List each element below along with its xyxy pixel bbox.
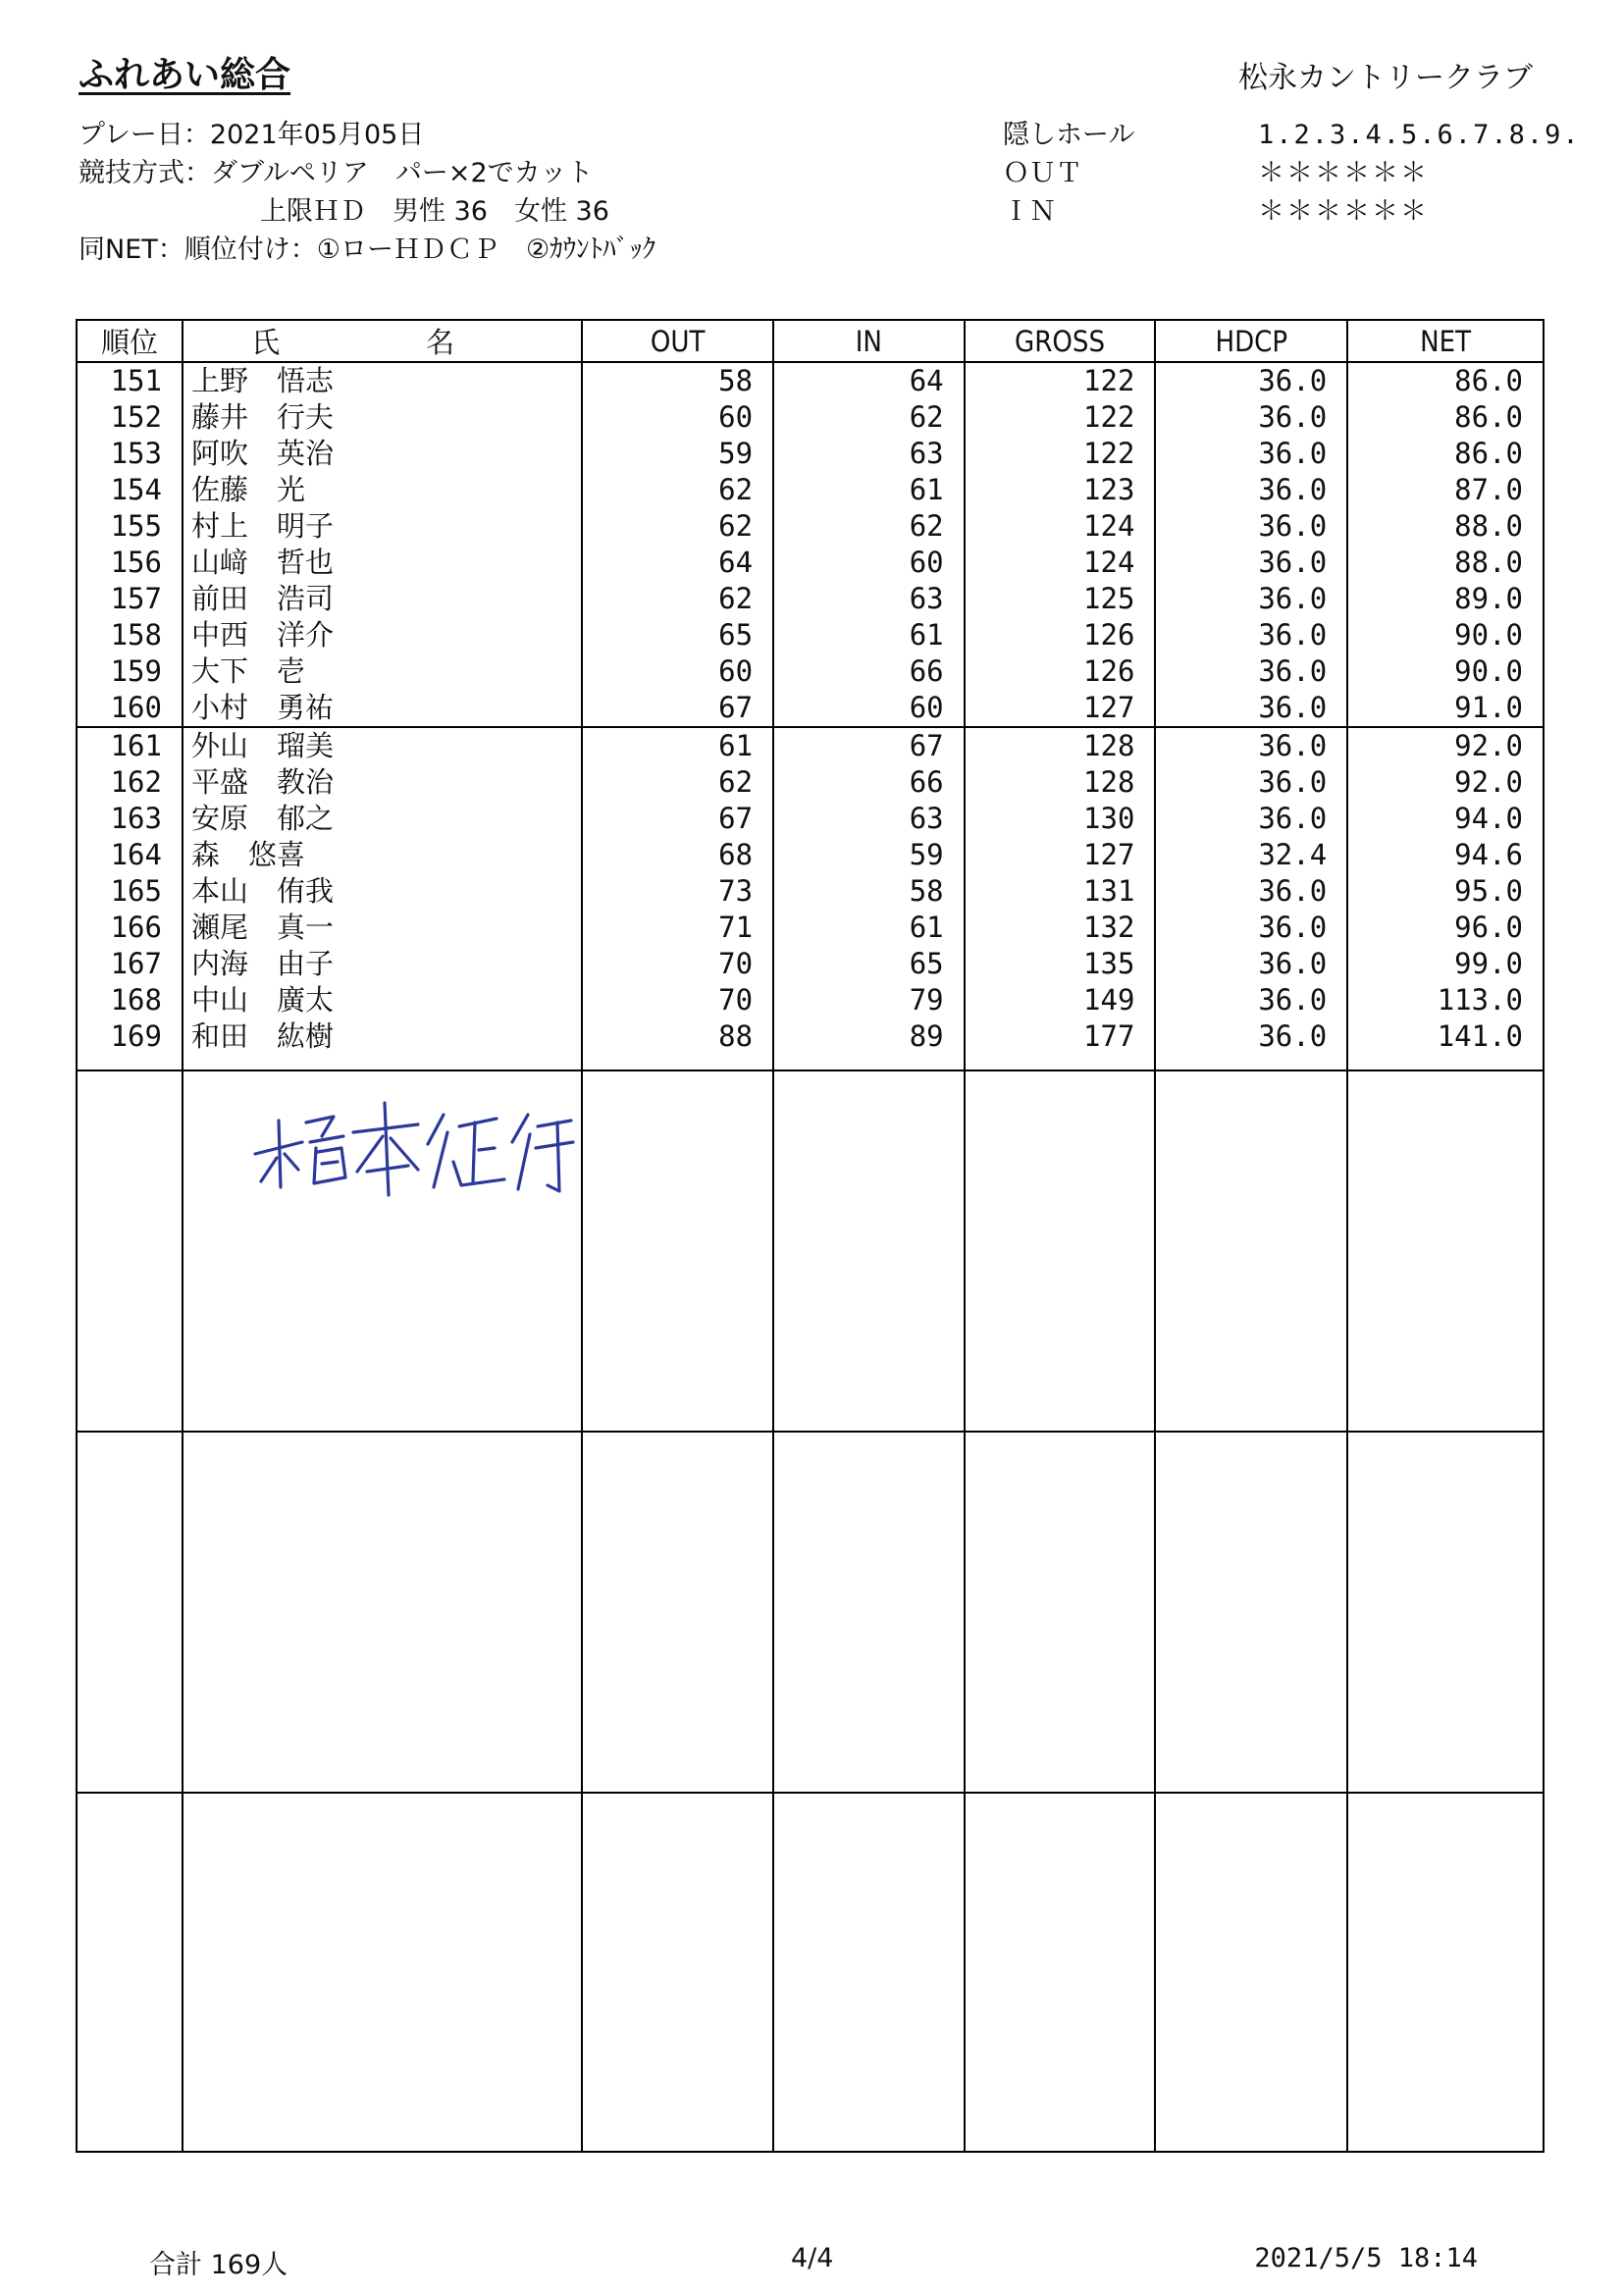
out-score-cell: 73 xyxy=(582,873,773,910)
document-title: ふれあい総合 xyxy=(79,55,291,95)
handicap-limit-line: 上限ＨＤ 男性 36 女性 36 xyxy=(260,196,609,227)
table-row xyxy=(77,837,1544,873)
in-score-cell: 64 xyxy=(773,362,965,399)
gross-score-cell: 128 xyxy=(965,727,1156,764)
name-cell: 平盛 教治 xyxy=(183,764,582,801)
blank-row xyxy=(77,1432,1544,1793)
gross-score-cell: 122 xyxy=(965,362,1156,399)
net-score-cell: 113.0 xyxy=(1347,982,1544,1018)
name-cell: 大下 壱 xyxy=(183,653,582,690)
blank-cell xyxy=(183,1432,582,1793)
print-datetime: 2021/5/5 18:14 xyxy=(1254,2243,1478,2273)
rank-cell: 168 xyxy=(77,982,183,1018)
in-score-cell: 61 xyxy=(773,910,965,946)
hdcp-value-cell: 36.0 xyxy=(1155,1018,1347,1070)
rank-cell: 165 xyxy=(77,873,183,910)
hdcp-value-cell: 36.0 xyxy=(1155,436,1347,472)
out-score-cell: 62 xyxy=(582,581,773,617)
rank-cell: 159 xyxy=(77,653,183,690)
gross-score-cell: 177 xyxy=(965,1018,1156,1070)
name-cell: 上野 悟志 xyxy=(183,362,582,399)
blank-cell xyxy=(77,1432,183,1793)
net-score-cell: 86.0 xyxy=(1347,436,1544,472)
hdcp-value-cell: 36.0 xyxy=(1155,873,1347,910)
format-line: 競技方式：ダブルペリア パー×2でカット xyxy=(79,158,594,188)
gross-score-cell: 126 xyxy=(965,653,1156,690)
table-row xyxy=(77,362,1544,399)
net-score-cell: 89.0 xyxy=(1347,581,1544,617)
name-cell: 森 悠喜 xyxy=(183,837,582,873)
table-row xyxy=(77,472,1544,508)
blank-cell xyxy=(582,1070,773,1432)
hdcp-value-cell: 36.0 xyxy=(1155,946,1347,982)
net-score-cell: 95.0 xyxy=(1347,873,1544,910)
col-header-in: IN xyxy=(773,320,965,362)
table-row xyxy=(77,653,1544,690)
club-name: 松永カントリークラブ xyxy=(1238,61,1533,95)
table-row xyxy=(77,399,1544,436)
rank-cell: 153 xyxy=(77,436,183,472)
blank-row xyxy=(77,1793,1544,2152)
gross-score-cell: 125 xyxy=(965,581,1156,617)
in-holes-row xyxy=(1003,192,1581,231)
table-row xyxy=(77,873,1544,910)
rank-cell: 156 xyxy=(77,545,183,581)
results-table xyxy=(76,319,1544,2153)
in-score-cell: 60 xyxy=(773,545,965,581)
blank-cell xyxy=(1155,1793,1347,2152)
hdcp-value-cell: 36.0 xyxy=(1155,690,1347,727)
col-header-hdcp: HDCP xyxy=(1155,320,1347,362)
out-score-cell: 58 xyxy=(582,362,773,399)
in-score-cell: 66 xyxy=(773,653,965,690)
in-score-cell: 89 xyxy=(773,1018,965,1070)
col-header-out: OUT xyxy=(582,320,773,362)
in-score-cell: 62 xyxy=(773,508,965,545)
in-score-cell: 61 xyxy=(773,472,965,508)
out-holes-value: ＊＊＊＊＊＊ xyxy=(1258,158,1429,188)
blank-cell xyxy=(1347,1070,1544,1432)
table-row xyxy=(77,727,1544,764)
table-row xyxy=(77,508,1544,545)
name-cell: 佐藤 光 xyxy=(183,472,582,508)
hdcp-value-cell: 36.0 xyxy=(1155,910,1347,946)
net-score-cell: 96.0 xyxy=(1347,910,1544,946)
table-body xyxy=(77,362,1544,1070)
gross-score-cell: 127 xyxy=(965,837,1156,873)
out-score-cell: 65 xyxy=(582,617,773,653)
out-score-cell: 64 xyxy=(582,545,773,581)
table-row xyxy=(77,946,1544,982)
name-cell: 本山 侑我 xyxy=(183,873,582,910)
gross-score-cell: 122 xyxy=(965,436,1156,472)
hdcp-value-cell: 36.0 xyxy=(1155,472,1347,508)
rank-cell: 154 xyxy=(77,472,183,508)
in-holes-label: ＩＮ xyxy=(1003,196,1056,227)
table-row xyxy=(77,545,1544,581)
in-score-cell: 58 xyxy=(773,873,965,910)
blank-cell xyxy=(965,1793,1156,2152)
out-score-cell: 62 xyxy=(582,508,773,545)
net-score-cell: 86.0 xyxy=(1347,399,1544,436)
in-score-cell: 67 xyxy=(773,727,965,764)
rank-cell: 158 xyxy=(77,617,183,653)
name-cell: 村上 明子 xyxy=(183,508,582,545)
gross-score-cell: 132 xyxy=(965,910,1156,946)
name-cell: 阿吹 英治 xyxy=(183,436,582,472)
in-score-cell: 79 xyxy=(773,982,965,1018)
out-score-cell: 70 xyxy=(582,982,773,1018)
table-row xyxy=(77,764,1544,801)
net-score-cell: 86.0 xyxy=(1347,362,1544,399)
out-holes-label: ＯＵＴ xyxy=(1003,158,1082,188)
hidden-holes-info xyxy=(1003,116,1581,231)
hdcp-value-cell: 36.0 xyxy=(1155,362,1347,399)
col-header-rank: 順位 xyxy=(77,320,183,362)
table-row xyxy=(77,436,1544,472)
gross-score-cell: 122 xyxy=(965,399,1156,436)
gross-score-cell: 135 xyxy=(965,946,1156,982)
rank-cell: 151 xyxy=(77,362,183,399)
hdcp-value-cell: 36.0 xyxy=(1155,653,1347,690)
out-score-cell: 70 xyxy=(582,946,773,982)
out-holes-row xyxy=(1003,154,1581,192)
gross-score-cell: 130 xyxy=(965,801,1156,837)
in-holes-value: ＊＊＊＊＊＊ xyxy=(1258,196,1429,227)
net-score-cell: 90.0 xyxy=(1347,617,1544,653)
gross-score-cell: 124 xyxy=(965,545,1156,581)
in-score-cell: 60 xyxy=(773,690,965,727)
name-cell: 藤井 行夫 xyxy=(183,399,582,436)
hdcp-value-cell: 36.0 xyxy=(1155,508,1347,545)
table-row xyxy=(77,1018,1544,1070)
blank-rows xyxy=(77,1070,1544,2152)
net-score-cell: 92.0 xyxy=(1347,727,1544,764)
blank-cell xyxy=(773,1070,965,1432)
name-cell: 山﨑 哲也 xyxy=(183,545,582,581)
table-row xyxy=(77,801,1544,837)
col-header-name: 氏 名 xyxy=(183,320,582,362)
hdcp-value-cell: 36.0 xyxy=(1155,801,1347,837)
net-score-cell: 94.6 xyxy=(1347,837,1544,873)
name-cell: 内海 由子 xyxy=(183,946,582,982)
rank-cell: 160 xyxy=(77,690,183,727)
net-score-cell: 87.0 xyxy=(1347,472,1544,508)
hidden-holes-label: 隠しホール xyxy=(1003,120,1135,150)
in-score-cell: 62 xyxy=(773,399,965,436)
blank-cell xyxy=(582,1432,773,1793)
competition-info xyxy=(79,116,655,269)
gross-score-cell: 126 xyxy=(965,617,1156,653)
gross-score-cell: 123 xyxy=(965,472,1156,508)
name-cell: 外山 瑠美 xyxy=(183,727,582,764)
net-score-cell: 91.0 xyxy=(1347,690,1544,727)
rank-cell: 164 xyxy=(77,837,183,873)
blank-cell xyxy=(965,1432,1156,1793)
net-score-cell: 88.0 xyxy=(1347,508,1544,545)
blank-cell xyxy=(582,1793,773,2152)
out-score-cell: 67 xyxy=(582,801,773,837)
rank-cell: 163 xyxy=(77,801,183,837)
hdcp-value-cell: 36.0 xyxy=(1155,399,1347,436)
blank-cell xyxy=(1347,1793,1544,2152)
hdcp-value-cell: 36.0 xyxy=(1155,727,1347,764)
name-cell: 瀬尾 真一 xyxy=(183,910,582,946)
gross-score-cell: 149 xyxy=(965,982,1156,1018)
out-score-cell: 61 xyxy=(582,727,773,764)
out-score-cell: 67 xyxy=(582,690,773,727)
rank-cell: 155 xyxy=(77,508,183,545)
blank-cell xyxy=(1347,1432,1544,1793)
name-cell: 中西 洋介 xyxy=(183,617,582,653)
out-score-cell: 59 xyxy=(582,436,773,472)
blank-cell xyxy=(773,1432,965,1793)
table-row xyxy=(77,617,1544,653)
in-score-cell: 63 xyxy=(773,436,965,472)
gross-score-cell: 128 xyxy=(965,764,1156,801)
gross-score-cell: 127 xyxy=(965,690,1156,727)
out-score-cell: 62 xyxy=(582,472,773,508)
rank-cell: 161 xyxy=(77,727,183,764)
col-header-gross: GROSS xyxy=(965,320,1156,362)
hdcp-value-cell: 36.0 xyxy=(1155,764,1347,801)
out-score-cell: 88 xyxy=(582,1018,773,1070)
net-score-cell: 88.0 xyxy=(1347,545,1544,581)
net-score-cell: 90.0 xyxy=(1347,653,1544,690)
net-score-cell: 99.0 xyxy=(1347,946,1544,982)
in-score-cell: 65 xyxy=(773,946,965,982)
net-score-cell: 141.0 xyxy=(1347,1018,1544,1070)
out-score-cell: 60 xyxy=(582,399,773,436)
gross-score-cell: 124 xyxy=(965,508,1156,545)
out-score-cell: 62 xyxy=(582,764,773,801)
gross-score-cell: 131 xyxy=(965,873,1156,910)
net-score-cell: 92.0 xyxy=(1347,764,1544,801)
out-score-cell: 60 xyxy=(582,653,773,690)
net-score-cell: 94.0 xyxy=(1347,801,1544,837)
out-score-cell: 71 xyxy=(582,910,773,946)
rank-cell: 166 xyxy=(77,910,183,946)
in-score-cell: 66 xyxy=(773,764,965,801)
name-cell: 安原 郁之 xyxy=(183,801,582,837)
rank-cell: 169 xyxy=(77,1018,183,1070)
blank-cell xyxy=(1155,1070,1347,1432)
name-cell: 小村 勇祐 xyxy=(183,690,582,727)
in-score-cell: 59 xyxy=(773,837,965,873)
page-number: 4/4 xyxy=(791,2243,834,2273)
blank-cell xyxy=(1155,1432,1347,1793)
hidden-holes-value: 1.2.3.4.5.6.7.8.9. xyxy=(1258,120,1581,150)
table-row xyxy=(77,910,1544,946)
name-cell: 中山 廣太 xyxy=(183,982,582,1018)
name-cell: 和田 紘樹 xyxy=(183,1018,582,1070)
hdcp-value-cell: 32.4 xyxy=(1155,837,1347,873)
table-row xyxy=(77,581,1544,617)
tiebreak-line: 同NET：順位付け：①ローＨＤＣＰ ②ｶｳﾝﾄﾊﾞｯｸ xyxy=(79,235,656,265)
rank-cell: 157 xyxy=(77,581,183,617)
total-count: 合計 169人 xyxy=(149,2250,288,2280)
handwritten-signature xyxy=(251,1093,575,1201)
rank-cell: 152 xyxy=(77,399,183,436)
hidden-holes-row xyxy=(1003,116,1581,154)
hdcp-value-cell: 36.0 xyxy=(1155,982,1347,1018)
table-row xyxy=(77,690,1544,727)
out-score-cell: 68 xyxy=(582,837,773,873)
rank-cell: 162 xyxy=(77,764,183,801)
in-score-cell: 63 xyxy=(773,801,965,837)
in-score-cell: 63 xyxy=(773,581,965,617)
blank-cell xyxy=(183,1793,582,2152)
blank-cell xyxy=(77,1793,183,2152)
blank-cell xyxy=(965,1070,1156,1432)
rank-cell: 167 xyxy=(77,946,183,982)
hdcp-value-cell: 36.0 xyxy=(1155,617,1347,653)
blank-cell xyxy=(773,1793,965,2152)
blank-cell xyxy=(77,1070,183,1432)
col-header-net: NET xyxy=(1347,320,1544,362)
in-score-cell: 61 xyxy=(773,617,965,653)
name-cell: 前田 浩司 xyxy=(183,581,582,617)
hdcp-value-cell: 36.0 xyxy=(1155,581,1347,617)
hdcp-value-cell: 36.0 xyxy=(1155,545,1347,581)
table-row xyxy=(77,982,1544,1018)
table-header-row xyxy=(77,320,1544,362)
play-date-line: プレー日：2021年05月05日 xyxy=(79,120,425,150)
